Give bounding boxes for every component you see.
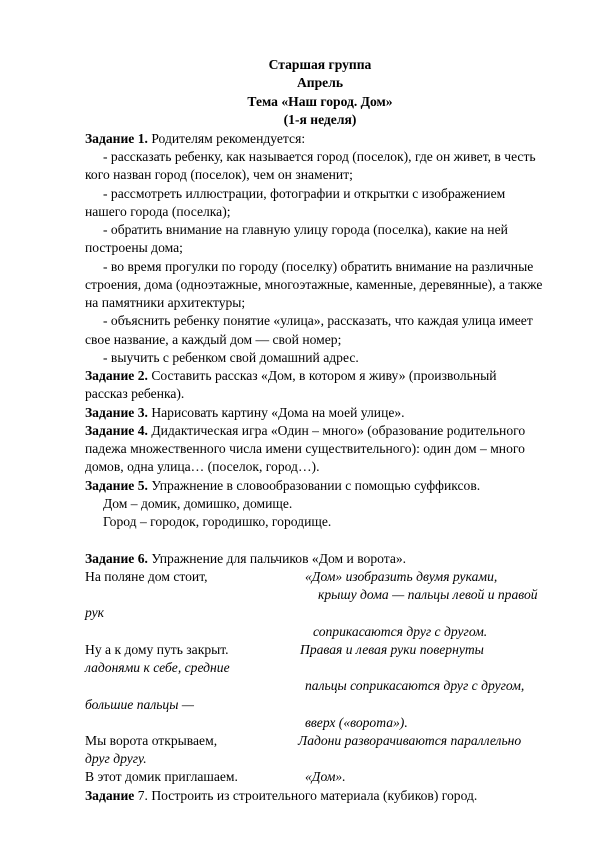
task1-item: нашего города (поселка); xyxy=(85,204,231,219)
poem-line: На поляне дом стоит, xyxy=(85,569,208,584)
week-title: (1-я неделя) xyxy=(283,112,357,127)
task1-label: Задание 1. xyxy=(85,131,148,146)
group-title: Старшая группа xyxy=(268,57,372,72)
action-line: большие пальцы — xyxy=(85,697,194,712)
task7-text: 7. Построить из строительного материала (кубиков) город. xyxy=(134,788,478,803)
task1-item: - рассмотреть иллюстрации, фотографии и открытки с изображением xyxy=(103,186,506,201)
topic-title: Тема «Наш город. Дом» xyxy=(247,94,393,109)
task5-example: Дом – домик, домишко, домище. xyxy=(103,496,293,511)
action-line: «Дом». xyxy=(305,769,346,784)
action-line: Правая и левая руки повернуты xyxy=(300,642,484,657)
poem-line: Ну а к дому путь закрыт. xyxy=(85,642,229,657)
poem-line: Мы ворота открываем, xyxy=(85,733,218,748)
task1-item: на памятники архитектуры; xyxy=(85,295,246,310)
task2-heading xyxy=(85,367,497,385)
task3-heading xyxy=(85,404,405,422)
action-line: рук xyxy=(85,605,105,620)
action-line: пальцы соприкасаются друг с другом, xyxy=(305,678,525,693)
task5-text: Упражнение в словообразовании с помощью суффиксов. xyxy=(147,478,481,493)
task6-text: Упражнение для пальчиков «Дом и ворота». xyxy=(147,551,407,566)
task6-heading xyxy=(85,550,406,568)
task1-item: - выучить с ребенком свой домашний адрес. xyxy=(103,350,359,365)
task4-text: Дидактическая игра «Один – много» (образование родительного xyxy=(147,423,526,438)
action-line: ладонями к себе, средние xyxy=(85,660,230,675)
task2-text: Составить рассказ «Дом, в котором я живу» (произвольный xyxy=(147,368,497,383)
task7-heading xyxy=(85,787,477,805)
task1-item: - обратить внимание на главную улицу города (поселка), какие на ней xyxy=(103,222,508,237)
action-line: Ладони разворачиваются параллельно xyxy=(298,733,522,748)
task5-heading xyxy=(85,477,480,495)
task1-item: построены дома; xyxy=(85,240,183,255)
action-line: вверх («ворота»). xyxy=(305,715,408,730)
task4-heading xyxy=(85,422,525,440)
task3-text: Нарисовать картину «Дома на моей улице». xyxy=(147,405,405,420)
task1-intro: Родителям рекомендуется: xyxy=(147,131,306,146)
task6-label: Задание 6. xyxy=(85,551,148,566)
month-title: Апрель xyxy=(296,75,344,90)
task1-item: - во время прогулки по городу (поселку) обратить внимание на различные xyxy=(103,259,534,274)
poem-line: В этот домик приглашаем. xyxy=(85,769,238,784)
action-line: соприкасаются друг с другом. xyxy=(313,624,488,639)
action-line: «Дом» изобразить двумя руками, xyxy=(305,569,498,584)
task1-heading xyxy=(85,130,305,148)
task1-item: свое название, а каждый дом — свой номер; xyxy=(85,332,342,347)
task4-label: Задание 4. xyxy=(85,423,148,438)
task1-item: - объяснить ребенку понятие «улица», рассказать, что каждая улица имеет xyxy=(103,313,533,328)
task4-text-cont: домов, одна улица… (поселок, город…). xyxy=(85,459,320,474)
task3-label: Задание 3. xyxy=(85,405,148,420)
task7-label: Задание xyxy=(85,788,135,803)
task1-item: - рассказать ребенку, как называется город (поселок), где он живет, в честь xyxy=(103,149,536,164)
action-line: крышу дома — пальцы левой и правой xyxy=(318,587,538,602)
task5-label: Задание 5. xyxy=(85,478,148,493)
action-line: друг другу. xyxy=(85,751,147,766)
task5-example: Город – городок, городишко, городище. xyxy=(103,514,332,529)
task2-label: Задание 2. xyxy=(85,368,148,383)
task4-text-cont: падежа множественного числа имени существительного): один дом – много xyxy=(85,441,525,456)
task1-item: кого назван город (поселок), чем он знаменит; xyxy=(85,167,353,182)
task1-item: строения, дома (одноэтажные, многоэтажные, каменные, деревянные), а также xyxy=(85,277,543,292)
task2-text-cont: рассказ ребенка). xyxy=(85,386,185,401)
